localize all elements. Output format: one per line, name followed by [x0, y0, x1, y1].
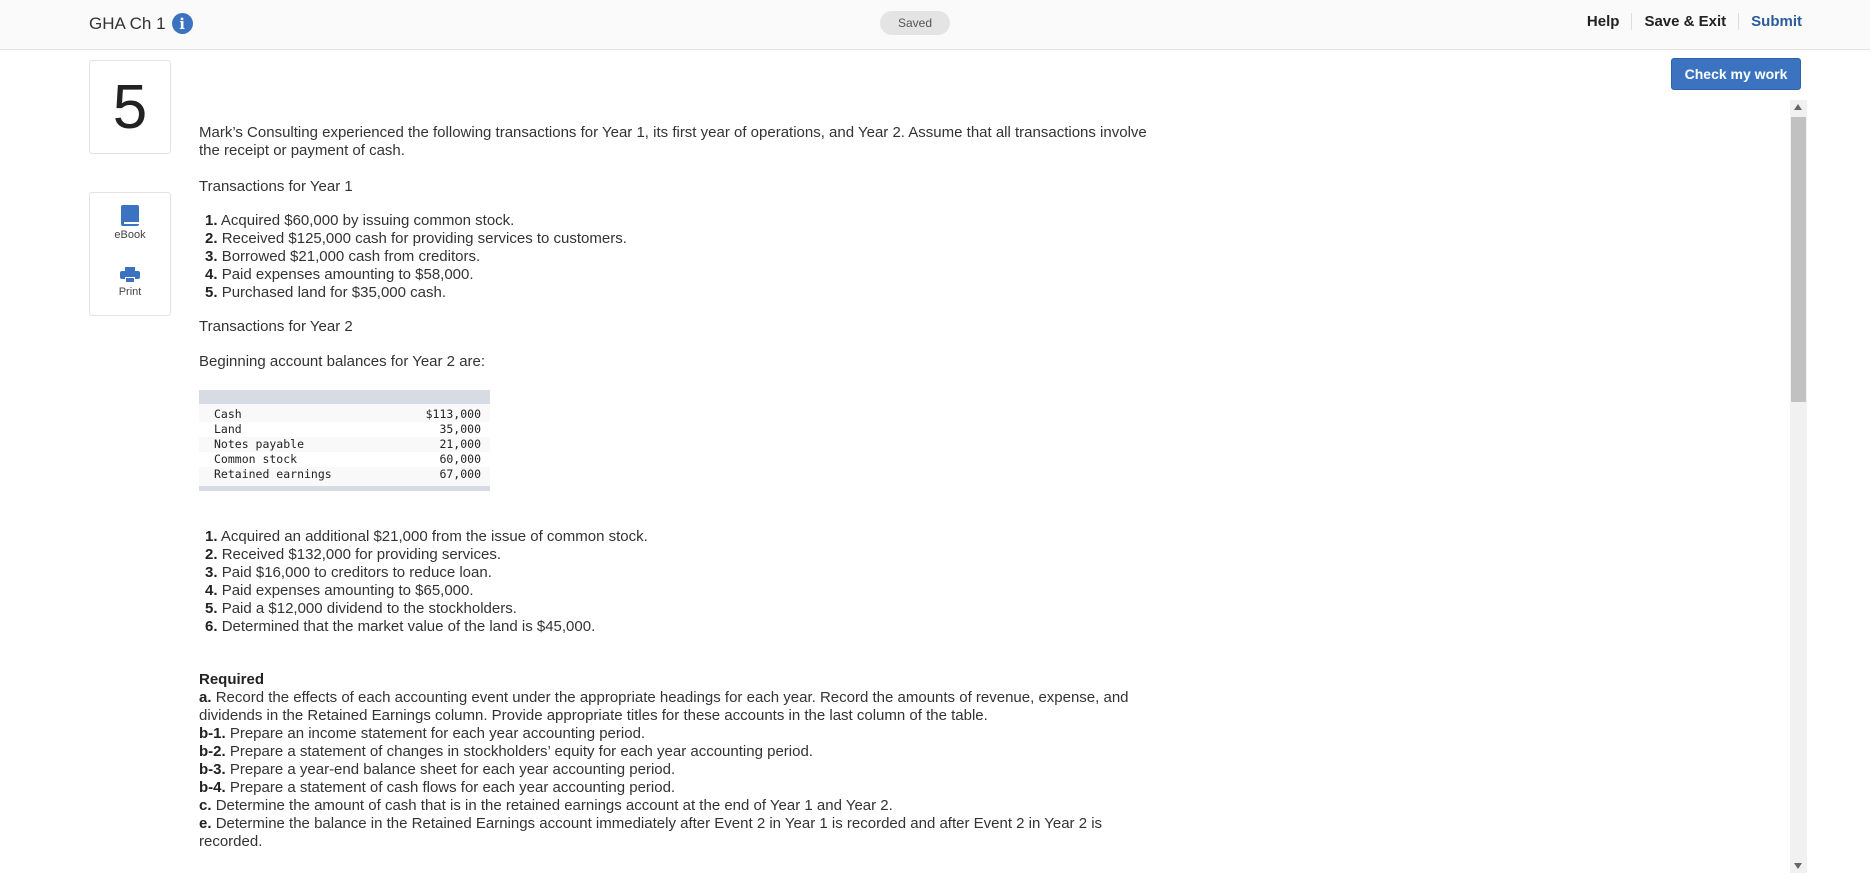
account-amount: 21,000 — [399, 437, 490, 452]
save-exit-link[interactable]: Save & Exit — [1631, 13, 1738, 30]
required-list — [199, 689, 1149, 851]
content-scrollbar[interactable] — [1790, 100, 1807, 873]
print-button[interactable] — [90, 267, 170, 298]
item-text: Paid expenses amounting to $65,000. — [221, 582, 474, 599]
year2-transaction-item — [205, 600, 1149, 618]
question-content — [199, 124, 1149, 851]
item-text: Prepare a year-end balance sheet for each year accounting period. — [229, 761, 676, 778]
item-number: 4. — [205, 582, 218, 599]
required-item — [199, 815, 1149, 851]
item-number: 1. — [205, 528, 218, 545]
item-text: Prepare an income statement for each year accounting period. — [229, 725, 646, 742]
year1-transactions — [199, 212, 1149, 302]
account-amount: $113,000 — [399, 397, 490, 422]
account-name: Retained earnings — [199, 467, 399, 489]
item-text: Record the effects of each accounting event under the appropriate headings for each year. Record the amounts of revenue, expense, and dividends in the Retained Earnings column. Provide appropriate titles for these accounts in the last column of the table. — [199, 689, 1129, 724]
balance-row — [199, 422, 490, 437]
balance-row — [199, 452, 490, 467]
help-link[interactable]: Help — [1586, 13, 1620, 30]
year2-transaction-item — [205, 528, 1149, 546]
item-number: 3. — [205, 248, 218, 265]
item-number: 1. — [205, 212, 218, 229]
account-name: Common stock — [199, 452, 399, 467]
item-number: 2. — [205, 230, 218, 247]
year2-transactions — [199, 528, 1149, 636]
item-text: Received $132,000 for providing services. — [221, 546, 502, 563]
item-text: Purchased land for $35,000 cash. — [221, 284, 447, 301]
year1-transaction-item — [205, 230, 1149, 248]
printer-icon — [120, 267, 140, 283]
account-amount: 67,000 — [399, 467, 490, 489]
required-item — [199, 797, 1149, 815]
assignment-title-text: GHA Ch 1 — [89, 13, 166, 33]
item-number: 6. — [205, 618, 218, 635]
item-text: Paid $16,000 to creditors to reduce loan. — [221, 564, 492, 581]
ebook-button[interactable] — [90, 205, 170, 241]
balance-row — [199, 437, 490, 452]
required-title: Required — [199, 671, 265, 688]
scroll-up-icon[interactable] — [1794, 104, 1802, 110]
item-text: Paid a $12,000 dividend to the stockholders. — [221, 600, 517, 617]
item-number: b-4. — [199, 779, 226, 796]
year2-transaction-item — [205, 546, 1149, 564]
required-item — [199, 725, 1149, 743]
required-item — [199, 779, 1149, 797]
year2-transaction-item — [205, 618, 1149, 636]
item-number: e. — [199, 815, 212, 832]
account-name: Land — [199, 422, 399, 437]
ebook-label: eBook — [114, 229, 146, 241]
print-label: Print — [118, 286, 142, 298]
intro-text: Mark’s Consulting experienced the following transactions for Year 1, its first year of operations, and Year 2. Assume that all transactions involve the receipt or payment of cash. — [199, 124, 1147, 159]
year2-transaction-item — [205, 564, 1149, 582]
item-text: Determine the amount of cash that is in the retained earnings account at the end of Year 1 and Year 2. — [215, 797, 893, 814]
item-text: Prepare a statement of changes in stockholders’ equity for each year accounting period. — [229, 743, 813, 760]
required-item — [199, 743, 1149, 761]
account-name: Notes payable — [199, 437, 399, 452]
item-number: a. — [199, 689, 212, 706]
account-amount: 35,000 — [399, 422, 490, 437]
item-text: Borrowed $21,000 cash from creditors. — [221, 248, 481, 265]
item-text: Determined that the market value of the land is $45,000. — [221, 618, 596, 635]
item-text: Received $125,000 cash for providing services to customers. — [221, 230, 627, 247]
question-number: 5 — [89, 60, 171, 154]
item-text: Prepare a statement of cash flows for each year accounting period. — [229, 779, 676, 796]
year1-transaction-item — [205, 266, 1149, 284]
question-tools — [89, 192, 171, 316]
item-number: 5. — [205, 284, 218, 301]
year1-transaction-item — [205, 248, 1149, 266]
required-item — [199, 761, 1149, 779]
year1-transaction-item — [205, 284, 1149, 302]
year1-transaction-item — [205, 212, 1149, 230]
item-text: Acquired an additional $21,000 from the issue of common stock. — [220, 528, 648, 545]
item-number: c. — [199, 797, 212, 814]
year2-heading: Transactions for Year 2 — [199, 318, 353, 335]
item-number: b-3. — [199, 761, 226, 778]
submit-link[interactable]: Submit — [1738, 13, 1802, 30]
balances-heading: Beginning account balances for Year 2 are: — [199, 353, 486, 370]
required-item — [199, 689, 1149, 725]
assignment-title — [89, 13, 193, 34]
item-text: Determine the balance in the Retained Earnings account immediately after Event 2 in Year 1 is recorded and after Event 2 in Year 2 is recorded. — [199, 815, 1103, 850]
beginning-balances-table — [199, 390, 490, 491]
check-my-work-button[interactable]: Check my work — [1671, 58, 1801, 90]
item-number: 4. — [205, 266, 218, 283]
balance-row — [199, 467, 490, 489]
info-icon[interactable]: i — [172, 13, 193, 34]
item-number: b-1. — [199, 725, 226, 742]
account-amount: 60,000 — [399, 452, 490, 467]
balance-row — [199, 397, 490, 422]
item-number: 5. — [205, 600, 218, 617]
saved-status-badge: Saved — [880, 11, 950, 35]
scroll-down-icon[interactable] — [1794, 863, 1802, 869]
item-number: b-2. — [199, 743, 226, 760]
book-icon — [121, 205, 139, 226]
year2-transaction-item — [205, 582, 1149, 600]
top-header — [0, 0, 1870, 50]
item-text: Paid expenses amounting to $58,000. — [221, 266, 474, 283]
scroll-thumb[interactable] — [1791, 117, 1806, 402]
item-number: 2. — [205, 546, 218, 563]
year1-heading: Transactions for Year 1 — [199, 178, 353, 195]
item-text: Acquired $60,000 by issuing common stock. — [220, 212, 515, 229]
account-name: Cash — [199, 397, 399, 422]
item-number: 3. — [205, 564, 218, 581]
header-links — [1575, 13, 1802, 30]
